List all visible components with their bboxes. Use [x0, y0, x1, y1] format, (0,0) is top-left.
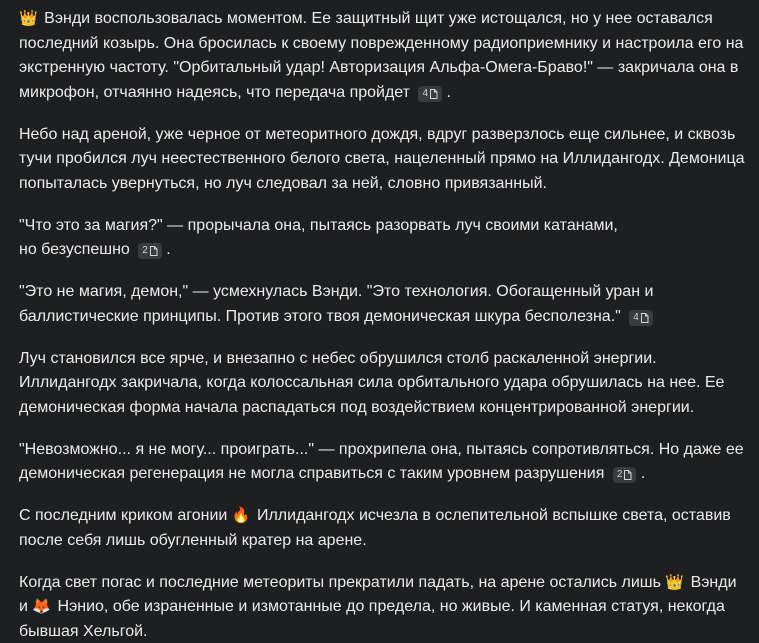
crown-emoji-icon: 👑: [19, 10, 38, 27]
paragraph-2-text: Небо над ареной, уже черное от метеоритного дождя, вдруг разверзлось еще сильнее, и сквозь тучи пробился луч неестественного белого света, нацеленный прямо на Иллидангодх. Демоница попыталась увернуться, но луч следовал за ней, словно привязанный.: [19, 125, 745, 192]
paragraph-7-text-after: Иллидангодх исчезла в ослепительной вспышке света, оставив после себя лишь обугленный кратер на арене.: [19, 507, 731, 549]
citation-count: 2: [142, 245, 148, 256]
document-icon: [149, 246, 158, 256]
paragraph-4-text: "Это не магия, демон," — усмехнулась Вэнди. "Это технология. Обогащенный уран и баллистические принципы. Против этого твоя демоническая шкура бесполезна.": [19, 283, 654, 325]
document-icon: [640, 313, 649, 323]
citation-count: 4: [633, 311, 639, 323]
document-icon: [623, 470, 632, 480]
citation-count: 2: [616, 469, 623, 480]
paragraph-4: [19, 280, 745, 329]
paragraph-6-end: .: [640, 465, 646, 482]
paragraph-3-end: .: [166, 241, 171, 258]
paragraph-3-line-2: но безуспешно: [19, 241, 130, 258]
citation-badge[interactable]: [629, 310, 653, 326]
paragraph-8-text-middle: Вэнди и: [19, 573, 737, 615]
paragraph-8: [19, 571, 745, 643]
paragraph-6-text: "Невозможно... я не могу... проиграть..." — прохрипела она, пытаясь сопротивляться. Но даже ее демоническая регенерация не могла справиться с таким уровнем разрушения: [19, 440, 744, 482]
document-icon: [429, 89, 438, 99]
paragraph-3-line-1: "Что это за магия?" — прорычала она, пытаясь разорвать луч своими катанами,: [19, 216, 618, 234]
paragraph-5: [19, 347, 745, 421]
paragraph-7-text-before: С последним криком агонии: [19, 507, 228, 524]
paragraph-1-end: .: [446, 83, 451, 101]
paragraph-1-text: Вэнди воспользовалась моментом. Ее защитный щит уже истощался, но у нее оставался последний козырь. Она бросилась к своему поврежденному радиоприемнику и настроила его на экстренную частоту. "Орбитальный удар! Авторизация Альфа-Омега-Браво!" — закричала она в микрофон, отчаянно надеясь, что передача пройдет: [19, 10, 744, 101]
citation-badge[interactable]: [613, 467, 637, 483]
paragraph-6: [19, 438, 745, 487]
crown-emoji-icon: 👑: [665, 573, 685, 591]
fire-emoji-icon: 🔥: [231, 507, 251, 524]
citation-badge[interactable]: [138, 243, 162, 259]
paragraph-8-text-after: Нэнио, обе израненные и измотанные до предела, но живые. И каменная статуя, некогда бывшая Хельгой.: [19, 598, 725, 640]
fox-emoji-icon: 🦊: [32, 598, 52, 615]
paragraph-1: [19, 7, 745, 105]
paragraph-7: [19, 504, 745, 553]
paragraph-2: [19, 123, 745, 197]
paragraph-8-text-before: Когда свет погас и последние метеориты прекратили падать, на арене остались лишь: [19, 573, 661, 591]
paragraph-3: [19, 214, 745, 263]
paragraph-5-text: Луч становился все ярче, и внезапно с небес обрушился столб раскаленной энергии. Иллидангодх закричала, когда колоссальная сила орбитального удара обрушилась на нее. Ее демоническая форма начала распадаться под воздействием концентрированной энергии.: [19, 349, 725, 416]
citation-badge[interactable]: [418, 86, 442, 102]
citation-count: 4: [422, 87, 429, 99]
